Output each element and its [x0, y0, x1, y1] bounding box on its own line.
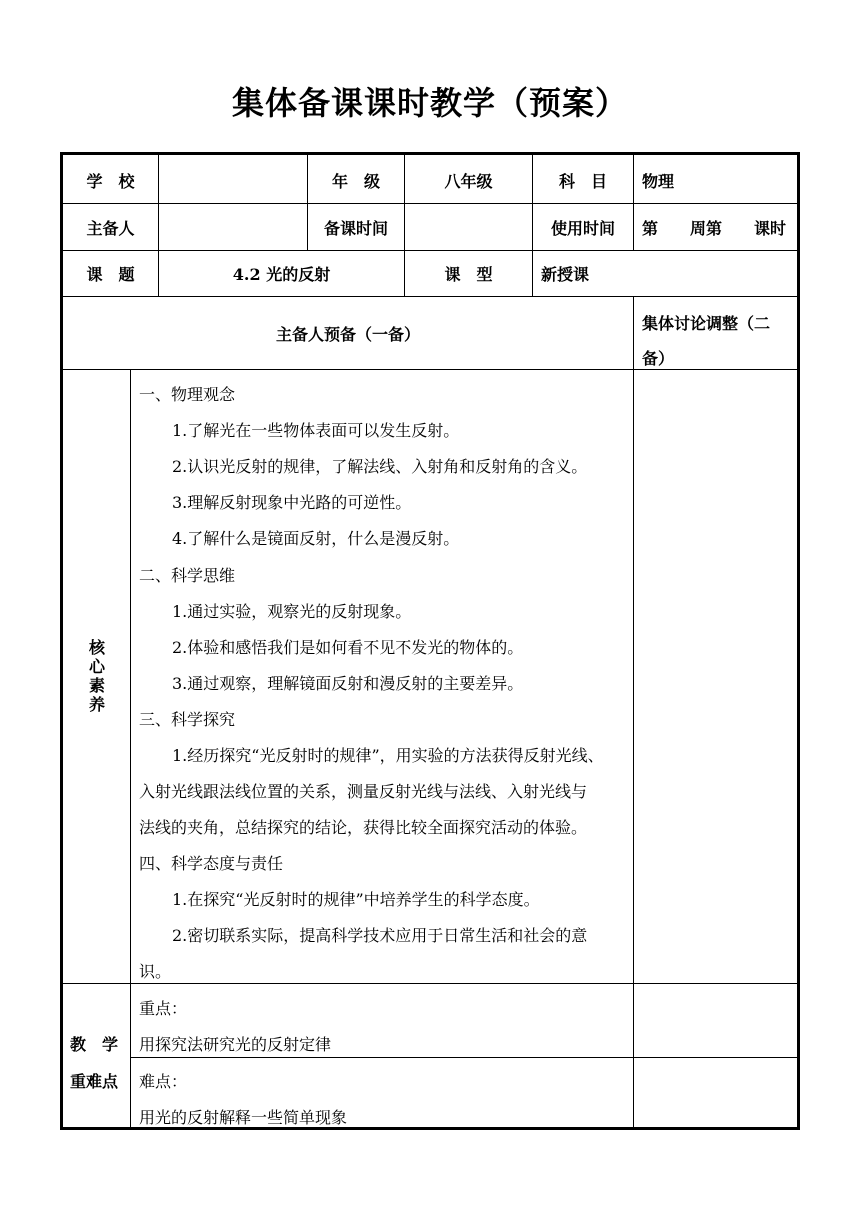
core-heading: 一、物理观念 [139, 385, 236, 404]
keypoints-label-line2: 重难点 [70, 1072, 119, 1091]
core-item: 2.体验和感悟我们是如何看不见不发光的物体的。 [172, 638, 524, 657]
school-label: 学 校 [86, 171, 135, 191]
subject-value: 物理 [642, 171, 675, 191]
core-label-char: 心 [88, 657, 105, 676]
core-item: 入射光线跟法线位置的关系，测量反射光线与法线、入射光线与 [139, 782, 588, 801]
keypoints-label-line1: 教 学 [70, 1035, 119, 1054]
col-divider [130, 369, 131, 1127]
core-heading: 二、科学思维 [139, 566, 236, 585]
page-title: 集体备课课时教学（预案） [231, 84, 628, 122]
difficult-point-text: 用光的反射解释一些简单现象 [139, 1108, 348, 1127]
school-value [162, 157, 302, 203]
row-divider [130, 1057, 797, 1058]
core-item: 法线的夹角，总结探究的结论，获得比较全面探究活动的体验。 [139, 818, 588, 837]
core-label-char: 素 [88, 676, 105, 695]
core-item: 1.在探究“光反射时的规律”中培养学生的科学态度。 [172, 890, 540, 909]
core-item: 3.通过观察，理解镜面反射和漫反射的主要差异。 [172, 674, 524, 693]
core-item: 1.通过实验，观察光的反射现象。 [172, 602, 412, 621]
type-value: 新授课 [541, 265, 590, 284]
core-item: 4.了解什么是镜面反射，什么是漫反射。 [172, 529, 460, 548]
col-divider [633, 296, 634, 1127]
discussion-header-line2: 备） [642, 349, 675, 368]
subject-label: 科 目 [558, 171, 607, 191]
row-divider [63, 369, 797, 370]
prep-time-value [410, 204, 530, 250]
core-item: 2.密切联系实际，提高科学技术应用于日常生活和社会的意 [172, 926, 588, 945]
preparer-label: 主备人 [86, 218, 135, 238]
core-heading: 三、科学探究 [139, 710, 236, 729]
discussion-header-line1: 集体讨论调整（二 [642, 314, 771, 333]
type-label: 课 型 [444, 265, 493, 284]
core-heading: 四、科学态度与责任 [139, 854, 284, 873]
use-time-value: 第 周第 课时 [642, 218, 787, 238]
topic-value: 4.2 光的反射 [232, 265, 331, 284]
preparer-value [162, 204, 302, 250]
core-item: 3.理解反射现象中光路的可逆性。 [172, 493, 412, 512]
core-item: 2.认识光反射的规律，了解法线、入射角和反射角的含义。 [172, 457, 588, 476]
topic-label: 课 题 [86, 265, 135, 284]
key-point-text: 用探究法研究光的反射定律 [139, 1035, 332, 1054]
core-label-char: 养 [88, 695, 105, 714]
row-divider [63, 983, 797, 984]
prep-time-label: 备课时间 [323, 218, 388, 238]
grade-label: 年 级 [331, 171, 380, 191]
core-item: 1.了解光在一些物体表面可以发生反射。 [172, 421, 460, 440]
main-preparation-header: 主备人预备（一备） [275, 324, 420, 344]
core-item: 1.经历探究“光反射时的规律”，用实验的方法获得反射光线、 [172, 746, 604, 765]
core-item: 识。 [139, 962, 172, 981]
key-point-label: 重点： [139, 999, 188, 1018]
use-time-label: 使用时间 [550, 218, 615, 238]
grade-value: 八年级 [444, 171, 493, 191]
core-label-char: 核 [88, 638, 105, 657]
col-divider [633, 155, 634, 250]
difficult-point-label: 难点： [139, 1072, 188, 1091]
